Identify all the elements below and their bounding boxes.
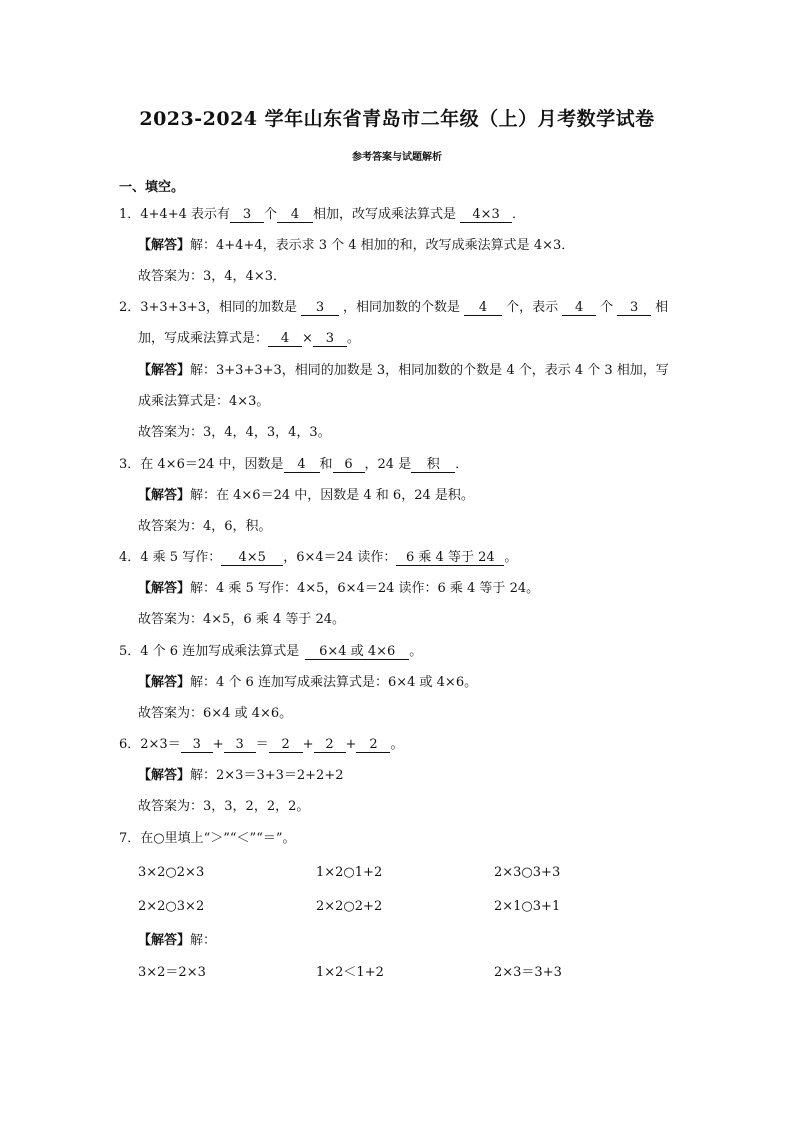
blank: 6 xyxy=(333,457,365,473)
blank: 4 xyxy=(464,300,502,316)
compare-answer: 2×3＝3+3 xyxy=(494,965,562,980)
solution-1: 【解答】解：4+4+4，表示求 3 个 4 相加的和，改写成乘法算式是 4×3． xyxy=(138,238,575,253)
question-7: 7．在○里填上“＞”“＜”“＝”。 xyxy=(119,831,296,846)
compare-item: 2×2○2+2 xyxy=(316,899,383,914)
blank: 4 xyxy=(268,331,302,347)
blank: 积 xyxy=(411,457,455,473)
answer-3: 故答案为：4，6，积。 xyxy=(138,519,272,534)
compare-item: 1×2○1+2 xyxy=(316,865,383,880)
compare-item: 2×3○3+3 xyxy=(494,865,561,880)
section-heading: 一、填空。 xyxy=(119,180,185,195)
solution-6: 【解答】解：2×3＝3+3＝2+2+2 xyxy=(138,768,344,783)
blank: 3 xyxy=(301,300,339,316)
question-5: 5．4 个 6 连加写成乘法算式是 6×4 或 4×6 。 xyxy=(119,644,423,659)
solution-3: 【解答】解：在 4×6＝24 中，因数是 4 和 6，24 是积。 xyxy=(138,488,474,503)
blank: 3 xyxy=(181,737,213,753)
question-2-cont: 加，写成乘法算式是： 4 × 3 。 xyxy=(138,331,360,346)
blank: 3 xyxy=(617,300,651,316)
solution-4: 【解答】解：4 乘 5 写作：4×5，6×4＝24 读作：6 乘 4 等于 24。 xyxy=(138,581,540,596)
solution-5: 【解答】解：4 个 6 连加写成乘法算式是：6×4 或 4×6。 xyxy=(138,675,478,690)
page-subtitle: 参考答案与试题解析 xyxy=(352,152,442,163)
solution-2-cont: 成乘法算式是：4×3。 xyxy=(138,394,270,409)
question-3: 3．在 4×6＝24 中，因数是 4 和 6 ，24 是 积 ． xyxy=(119,457,469,472)
page-title: 2023-2024 学年山东省青岛市二年级（上）月考数学试卷 xyxy=(139,108,655,130)
answer-5: 故答案为：6×4 或 4×6。 xyxy=(138,706,293,721)
question-1: 1．4+4+4 表示有 3 个 4 相加，改写成乘法算式是 4×3 ． xyxy=(119,207,526,222)
blank: 4 xyxy=(562,300,596,316)
answer-1: 故答案为：3，4，4×3． xyxy=(138,269,286,284)
compare-item: 3×2○2×3 xyxy=(138,865,205,880)
compare-answer: 1×2＜1+2 xyxy=(316,965,384,980)
compare-answer: 3×2＝2×3 xyxy=(138,965,206,980)
blank: 2 xyxy=(314,737,346,753)
blank: 4 xyxy=(284,457,320,473)
blank: 6 乘 4 等于 24 xyxy=(396,550,504,566)
blank: 3 xyxy=(313,331,347,347)
blank: 2 xyxy=(269,737,303,753)
blank: 2 xyxy=(356,737,390,753)
blank: 6×4 或 4×6 xyxy=(305,644,409,660)
compare-item: 2×1○3+1 xyxy=(494,899,561,914)
answer-4: 故答案为：4×5，6 乘 4 等于 24。 xyxy=(138,612,346,627)
answer-2: 故答案为：3，4，4，3，4，3。 xyxy=(138,425,331,440)
blank: 3 xyxy=(224,737,256,753)
question-6: 6．2×3＝ 3 + 3 ＝ 2 + 2 + 2 。 xyxy=(119,737,404,752)
blank: 4×5 xyxy=(221,550,283,566)
solution-7: 【解答】解： xyxy=(138,933,217,948)
solution-2: 【解答】解：3+3+3+3，相同的加数是 3，相同加数的个数是 4 个，表示 4 个 3 相加，写 xyxy=(138,363,669,378)
blank: 4 xyxy=(277,207,313,223)
blank: 3 xyxy=(230,207,264,223)
question-4: 4．4 乘 5 写作： 4×5 ，6×4＝24 读作： 6 乘 4 等于 24 。 xyxy=(119,550,518,565)
question-2: 2．3+3+3+3，相同的加数是 3 ，相同加数的个数是 4 个，表示 4 个 3 相 xyxy=(119,300,669,315)
answer-6: 故答案为：3，3，2，2，2。 xyxy=(138,799,310,814)
compare-item: 2×2○3×2 xyxy=(138,899,205,914)
blank: 4×3 xyxy=(460,207,512,223)
